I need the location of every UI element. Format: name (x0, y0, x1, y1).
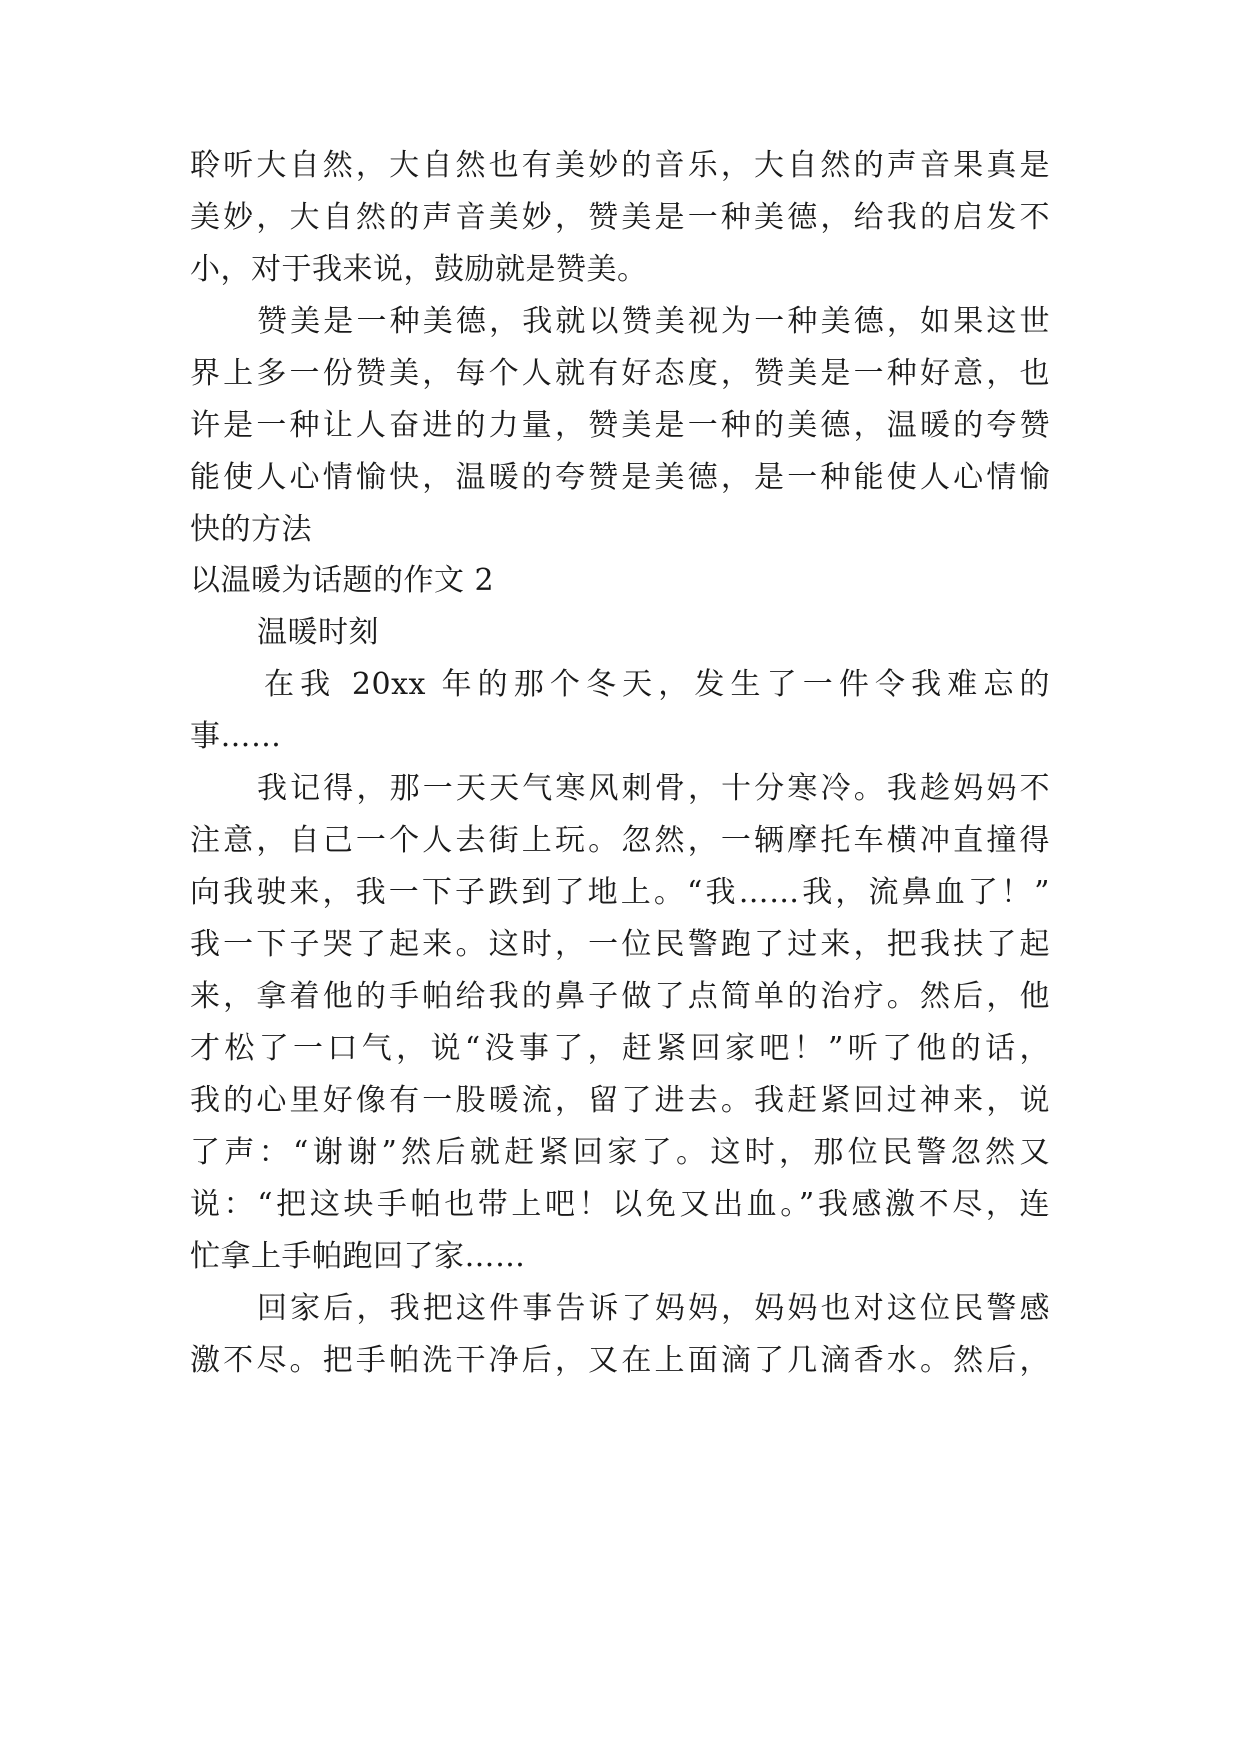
text-line: 了声：“谢谢”然后就赶紧回家了。这时，那位民警忽然又 (190, 1135, 1050, 1170)
text-line: 来，拿着他的手帕给我的鼻子做了点简单的治疗。然后，他 (190, 979, 1050, 1014)
paragraph-start-line: 回家后，我把这件事告诉了妈妈，妈妈也对这位民警感 (257, 1291, 1050, 1326)
text-line: 界上多一份赞美，每个人就有好态度，赞美是一种好意，也 (190, 356, 1050, 391)
text-line: 注意，自己一个人去街上玩。忽然，一辆摩托车横冲直撞得 (190, 823, 1050, 858)
text-line: 事…… (190, 719, 282, 754)
text-line: 忙拿上手帕跑回了家…… (190, 1239, 526, 1274)
essay-title: 温暖时刻 (257, 615, 379, 650)
text-line: 聆听大自然，大自然也有美妙的音乐，大自然的声音果真是 (190, 148, 1050, 183)
text-line: 我的心里好像有一股暖流，留了进去。我赶紧回过神来，说 (190, 1083, 1050, 1118)
text-line: 我一下子哭了起来。这时，一位民警跑了过来，把我扶了起 (190, 927, 1050, 962)
text-line: 小，对于我来说，鼓励就是赞美。 (190, 252, 648, 287)
paragraph-start-line: 在我 20xx 年的那个冬天，发生了一件令我难忘的 (264, 667, 1050, 702)
text-line: 能使人心情愉快，温暖的夸赞是美德，是一种能使人心情愉 (190, 460, 1050, 495)
text-line: 激不尽。把手帕洗干净后，又在上面滴了几滴香水。然后， (190, 1343, 1050, 1378)
text-line: 才松了一口气，说“没事了，赶紧回家吧！”听了他的话， (190, 1031, 1050, 1066)
text-line: 美妙，大自然的声音美妙，赞美是一种美德，给我的启发不 (190, 200, 1050, 235)
text-line: 许是一种让人奋进的力量，赞美是一种的美德，温暖的夸赞 (190, 408, 1050, 443)
text-line: 快的方法 (190, 512, 312, 547)
paragraph-start-line: 赞美是一种美德，我就以赞美视为一种美德，如果这世 (257, 304, 1050, 339)
paragraph-start-line: 我记得，那一天天气寒风刺骨，十分寒冷。我趁妈妈不 (257, 771, 1050, 806)
text-line: 向我驶来，我一下子跌到了地上。“我……我，流鼻血了！” (190, 875, 1050, 910)
section-heading: 以温暖为话题的作文 2 (190, 563, 495, 598)
text-line: 说：“把这块手帕也带上吧！以免又出血。”我感激不尽，连 (190, 1187, 1050, 1222)
